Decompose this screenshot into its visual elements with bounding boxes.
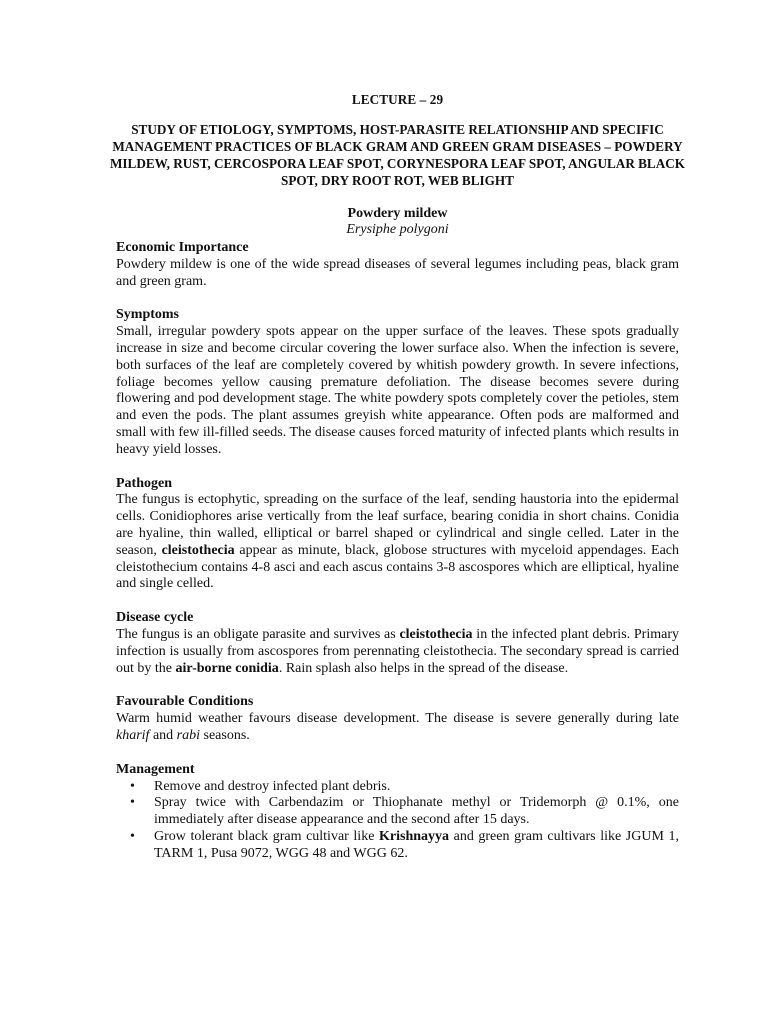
list-item <box>116 829 679 863</box>
section-economic-importance <box>116 240 679 290</box>
lecture-title: STUDY OF ETIOLOGY, SYMPTOMS, HOST-PARASITE RELATIONSHIP AND SPECIFIC MANAGEMENT PRACTICES OF BLACK GRAM AND GREEN GRAM DISEASES – POWDERY MILDEW, RUST, CERCOSPORA LEAF SPOT, CORYNESPORA LEAF SPOT, ANGULAR BLACK SPOT, DRY ROOT ROT, WEB BLIGHT <box>109 122 686 188</box>
bold-term: cleistothecia <box>399 626 473 642</box>
section-heading: Disease cycle <box>116 610 194 626</box>
list-item <box>116 779 679 796</box>
text-run: The fungus is an obligate parasite and survives as <box>116 626 400 642</box>
text-run: in the infected plant debris. Primary infection is usually from ascospores from perennating cleistothecia. The secondary spread is carried out by the <box>116 626 680 676</box>
italic-term: kharif <box>116 727 150 743</box>
bold-term: cleistothecia <box>161 542 235 558</box>
lecture-number: LECTURE – 29 <box>351 92 444 107</box>
section-heading: Pathogen <box>116 475 172 491</box>
text-run: and green gram cultivars like JGUM 1, TARM 1, Pusa 9072, WGG 48 and WGG 62. <box>154 828 679 861</box>
section-text <box>116 711 679 745</box>
section-management <box>116 762 679 863</box>
text-run: seasons. <box>200 727 250 743</box>
section-disease-cycle <box>116 610 679 677</box>
section-heading: Favourable Conditions <box>116 694 254 710</box>
text-run: The fungus is ectophytic, spreading on the surface of the leaf, sending haustoria into the epidermal cells. Conidiophores arise vertically from the leaf surface, bearing conidia in short chains. Conidia are hyaline, thin walled, elliptical or barrel shaped or cylindrical and single celled. Later in the season, <box>116 492 679 558</box>
bullet-icon: • <box>130 828 135 844</box>
italic-term: rabi <box>176 727 201 743</box>
section-heading: Management <box>116 761 195 777</box>
section-heading: Economic Importance <box>116 240 249 255</box>
disease-name: Powdery mildew <box>347 206 448 221</box>
bold-term: Krishnayya <box>379 828 450 844</box>
text-run: Warm humid weather favours disease development. The disease is severe generally during late <box>116 711 679 727</box>
section-favourable-conditions <box>116 694 679 744</box>
section-heading: Symptoms <box>116 307 180 323</box>
bold-term: air-borne conidia <box>175 660 279 676</box>
text-run: . Rain splash also helps in the spread of the disease. <box>278 660 569 676</box>
section-text: Powdery mildew is one of the wide spread diseases of several legumes including peas, black gram and green gram. <box>116 256 679 289</box>
text-run: Grow tolerant black gram cultivar like <box>154 828 379 844</box>
text-run: and <box>149 727 177 743</box>
section-symptoms <box>116 307 679 458</box>
bullet-icon: • <box>130 795 135 811</box>
list-item-text: Remove and destroy infected plant debris. <box>154 778 391 794</box>
section-text <box>116 492 679 593</box>
section-text: Small, irregular powdery spots appear on the upper surface of the leaves. These spots gradually increase in size and become circular covering the lower surface also. When the infection is severe, both surfaces of the leaf are completely covered by whitish powdery growth. In severe infections, foliage becomes yellow causing premature defoliation. The disease becomes severe during flowering and pod development stage. The white powdery spots completely cover the petioles, stem and even the pods. The plant assumes greyish white appearance. Often pods are malformed and small with few ill-filled seeds. The disease causes forced maturity of infected plants which results in heavy yield losses. <box>116 324 679 457</box>
bullet-icon: • <box>130 778 135 794</box>
text-run: appear as minute, black, globose structures with myceloid appendages. Each cleistothecium contains 4-8 asci and each ascus contains 3-8 ascospores which are elliptical, hyaline and single celled. <box>116 542 680 592</box>
section-pathogen <box>116 476 679 594</box>
management-list <box>116 779 679 863</box>
section-text <box>116 627 679 677</box>
disease-scientific-name: Erysiphe polygoni <box>346 222 449 237</box>
list-item-text: Spray twice with Carbendazim or Thiophanate methyl or Tridemorph @ 0.1%, one immediately after disease appearance and the second after 15 days. <box>154 795 679 828</box>
list-item <box>116 795 679 829</box>
